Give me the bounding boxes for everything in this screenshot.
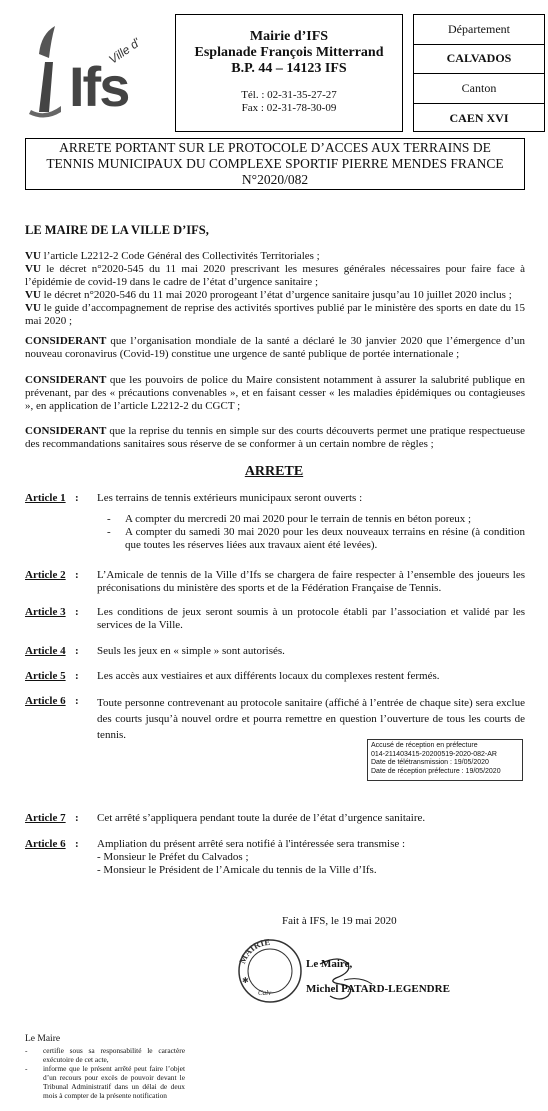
intro-heading: LE MAIRE DE LA VILLE D’IFS, [25, 223, 209, 237]
article-text: L’Amicale de tennis de la Ville d’Ifs se chargera de faire respecter à l’ensemble des joueurs les préconisations du ministère des sports et de la Fédération Française de Tennis. [97, 569, 525, 594]
address-line-1: Esplanade François Mitterrand [194, 45, 384, 60]
article-bullet: - A compter du mercredi 20 mai 2020 pour le terrain de tennis en béton poreux ; [107, 513, 525, 526]
svg-text:MAIRIE [237, 937, 271, 965]
footer-item: - certifie sous sa responsabilité le caractère exécutoire de cet acte, [25, 1046, 185, 1064]
article-text: Les accès aux vestiaires et aux différents locaux du complexes restent fermés. [97, 670, 440, 682]
telephone: Tél. : 02-31-35-27-27 [241, 89, 337, 101]
mairie-seal [236, 937, 304, 1005]
article-text: Cet arrêté s’appliquera pendant toute la durée de l’état d’urgence sanitaire. [97, 812, 426, 824]
decree-title [25, 138, 525, 190]
departement-value: CALVADOS [414, 45, 544, 75]
logo-text: Ifs [69, 55, 129, 118]
arrete-heading: ARRETE [244, 464, 304, 479]
title-line-3: N°2020/082 [241, 172, 309, 187]
considerant-item: CONSIDERANT que la reprise du tennis en simple sur des courts découverts permet une pratique respectueuse des recommandations sanitaires sous réserve de se conformer à un certain nombre de règles ; [25, 425, 525, 450]
title-line-2: TENNIS MUNICIPAUX DU COMPLEXE SPORTIF PIERRE MENDES FRANCE [46, 156, 504, 171]
fax: Fax : 02-31-78-30-09 [241, 102, 337, 114]
vu-item: VU le décret n°2020-546 du 11 mai 2020 prorogeant l’état d’urgence sanitaire jusqu’au 10 juillet 2020 inclus ; [25, 289, 512, 301]
departement-label: Département [414, 15, 544, 45]
prefecture-receipt-stamp: Accusé de réception en préfecture 014-211403415-20200519-2020-082-AR Date de télétransmission : 19/05/2020 Date de réception préfecture : 19/05/2020 [367, 739, 523, 781]
logo-ville-label: Ville d' [106, 35, 143, 67]
article-text: Ampliation du présent arrêté sera notifié à l'intéressée sera transmise : [97, 838, 406, 850]
title-line-1: ARRETE PORTANT SUR LE PROTOCOLE D’ACCES AUX TERRAINS DE [59, 140, 491, 155]
article-text: Toute personne contrevenant au protocole sanitaire (affiché à l’entrée de chaque site) sera exclue des courts jusqu’à nouvel ordre et pourra remettre en question l’ouverture de tous les courts de tennis. [97, 697, 525, 741]
article-bullet: - A compter du samedi 30 mai 2020 pour les deux nouveaux terrains en résine (à condition que toutes les réserves liées aux travaux aient été levées). [107, 526, 525, 552]
vu-item: VU l’article L2212-2 Code Général des Collectivités Territoriales ; [25, 250, 320, 262]
article-text: Les conditions de jeux seront soumis à un protocole établi par l’association et validé par les services de la Ville. [97, 606, 525, 631]
seal-bottom-text: Calv [258, 989, 272, 997]
jurisdiction-box [413, 14, 545, 132]
address-line-2: B.P. 44 – 14123 IFS [231, 61, 347, 76]
considerant-item: CONSIDERANT que l’organisation mondiale de la santé a déclaré le 30 janvier 2020 que l’émergence d’un nouveau coronavirus (Covid-19) constitue une urgence de santé publique de portée internationale ; [25, 335, 525, 360]
recipient-line: - Monsieur le Président de l’Amicale du tennis de la Ville d’Ifs. [97, 864, 377, 876]
article-label: Article 1 [25, 492, 66, 504]
footer-item: - informe que le présent arrêté peut faire l’objet d’un recours pour excès de pouvoir devant le Tribunal Administratif dans un délai de deux mois à compter de la présente notification [25, 1064, 185, 1100]
signatory-name: Michel PATARD-LEGENDRE [306, 983, 450, 995]
mairie-name: Mairie d’IFS [249, 29, 329, 44]
vu-block [25, 250, 525, 328]
signatory-title: Le Maire, [306, 958, 353, 970]
legal-footer [25, 1035, 185, 1100]
canton-label: Canton [414, 74, 544, 104]
seal-text: MAIRIE [237, 937, 271, 966]
mairie-address-box [175, 14, 403, 132]
svg-text:✱: ✱ [242, 976, 249, 985]
canton-value: CAEN XVI [449, 110, 509, 125]
footer-title: Le Maire [25, 1034, 61, 1044]
article-text: Seuls les jeux en « simple » sont autorisés. [97, 645, 285, 657]
ifs-logo [25, 14, 175, 124]
considerant-item: CONSIDERANT que les pouvoirs de police du Maire consistent notamment à assurer la salubrité publique en prévenant, par des « précautions convenables », et en faisant cesser « les maladies épidémiques ou contagieuses », en application de l’article L2212-2 du CGCT ; [25, 374, 525, 412]
place-date: Fait à IFS, le 19 mai 2020 [282, 915, 397, 927]
vu-item: VU le guide d’accompagnement de reprise des activités sportives publié par le ministère des sports en date du 15 mai 2020 ; [25, 302, 525, 327]
vu-item: VU le décret n°2020-545 du 11 mai 2020 prescrivant les mesures générales nécessaires pour faire face à l’épidémie de covid-19 dans le cadre de l’état d’urgence sanitaire ; [25, 263, 525, 288]
article-text: Les terrains de tennis extérieurs municipaux seront ouverts : [97, 492, 363, 504]
recipient-line: - Monsieur le Préfet du Calvados ; [97, 851, 249, 863]
letterhead [25, 14, 525, 132]
